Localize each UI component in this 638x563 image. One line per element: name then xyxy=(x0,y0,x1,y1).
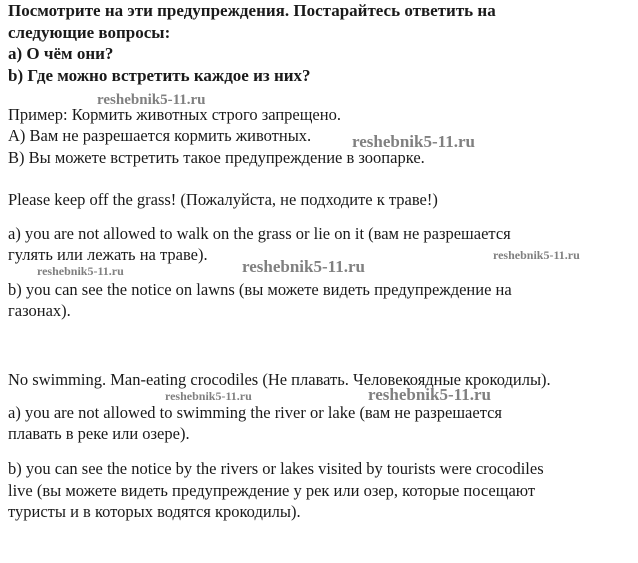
task-line-1: Посмотрите на эти предупреждения. Постарайтесь ответить на xyxy=(8,1,496,20)
task-heading xyxy=(8,0,628,86)
watermark-4: reshebnik5-11.ru xyxy=(242,257,365,276)
notice1-answer-b-line2: газонах). xyxy=(8,301,71,320)
notice1-answer-a-line2: гулять или лежать на траве). xyxy=(8,245,208,264)
notice2-answer-b-line1: b) you can see the notice by the rivers or lakes visited by tourists were crocodiles xyxy=(8,459,544,478)
example-line-1: Пример: Кормить животных строго запрещено. xyxy=(8,105,341,124)
notice2-answer-b-line3: туристы и в которых водятся крокодилы). xyxy=(8,502,301,521)
watermark-6: reshebnik5-11.ru xyxy=(165,389,252,403)
notice2-answer-a-line2: плавать в реке или озере). xyxy=(8,424,190,443)
notice1-answer-a-line1: a) you are not allowed to walk on the grass or lie on it (вам не разрешается xyxy=(8,224,511,243)
notice2-title: No swimming. Man-eating crocodiles (Не плавать. Человекоядные крокодилы). xyxy=(8,370,551,389)
task-line-2: следующие вопросы: xyxy=(8,22,171,42)
notice1-answer-b-line1: b) you can see the notice on lawns (вы можете видеть предупреждение на xyxy=(8,280,512,299)
watermark-1: reshebnik5-11.ru xyxy=(97,92,206,108)
notice2-answer-a-line1: a) you are not allowed to swimming the river or lake (вам не разрешается xyxy=(8,403,503,422)
watermark-2: reshebnik5-11.ru xyxy=(352,132,475,151)
example-answer-a: А) Вам не разрешается кормить животных. xyxy=(8,126,312,145)
notice2-answer-b-line2: live (вы можете видеть предупреждение у рек или озер, которые посещают xyxy=(8,481,536,500)
task-question-a: a) О чём они? xyxy=(8,44,114,63)
watermark-3: reshebnik5-11.ru xyxy=(493,248,580,262)
notice1-title: Please keep off the grass! (Пожалуйста, не подходите к траве!) xyxy=(8,190,438,209)
watermark-7: reshebnik5-11.ru xyxy=(368,385,491,404)
task-question-b: b) Где можно встретить каждое из них? xyxy=(8,65,311,85)
watermark-5: reshebnik5-11.ru xyxy=(37,264,124,278)
example-answer-b: В) Вы можете встретить такое предупреждение в зоопарке. xyxy=(8,148,425,167)
